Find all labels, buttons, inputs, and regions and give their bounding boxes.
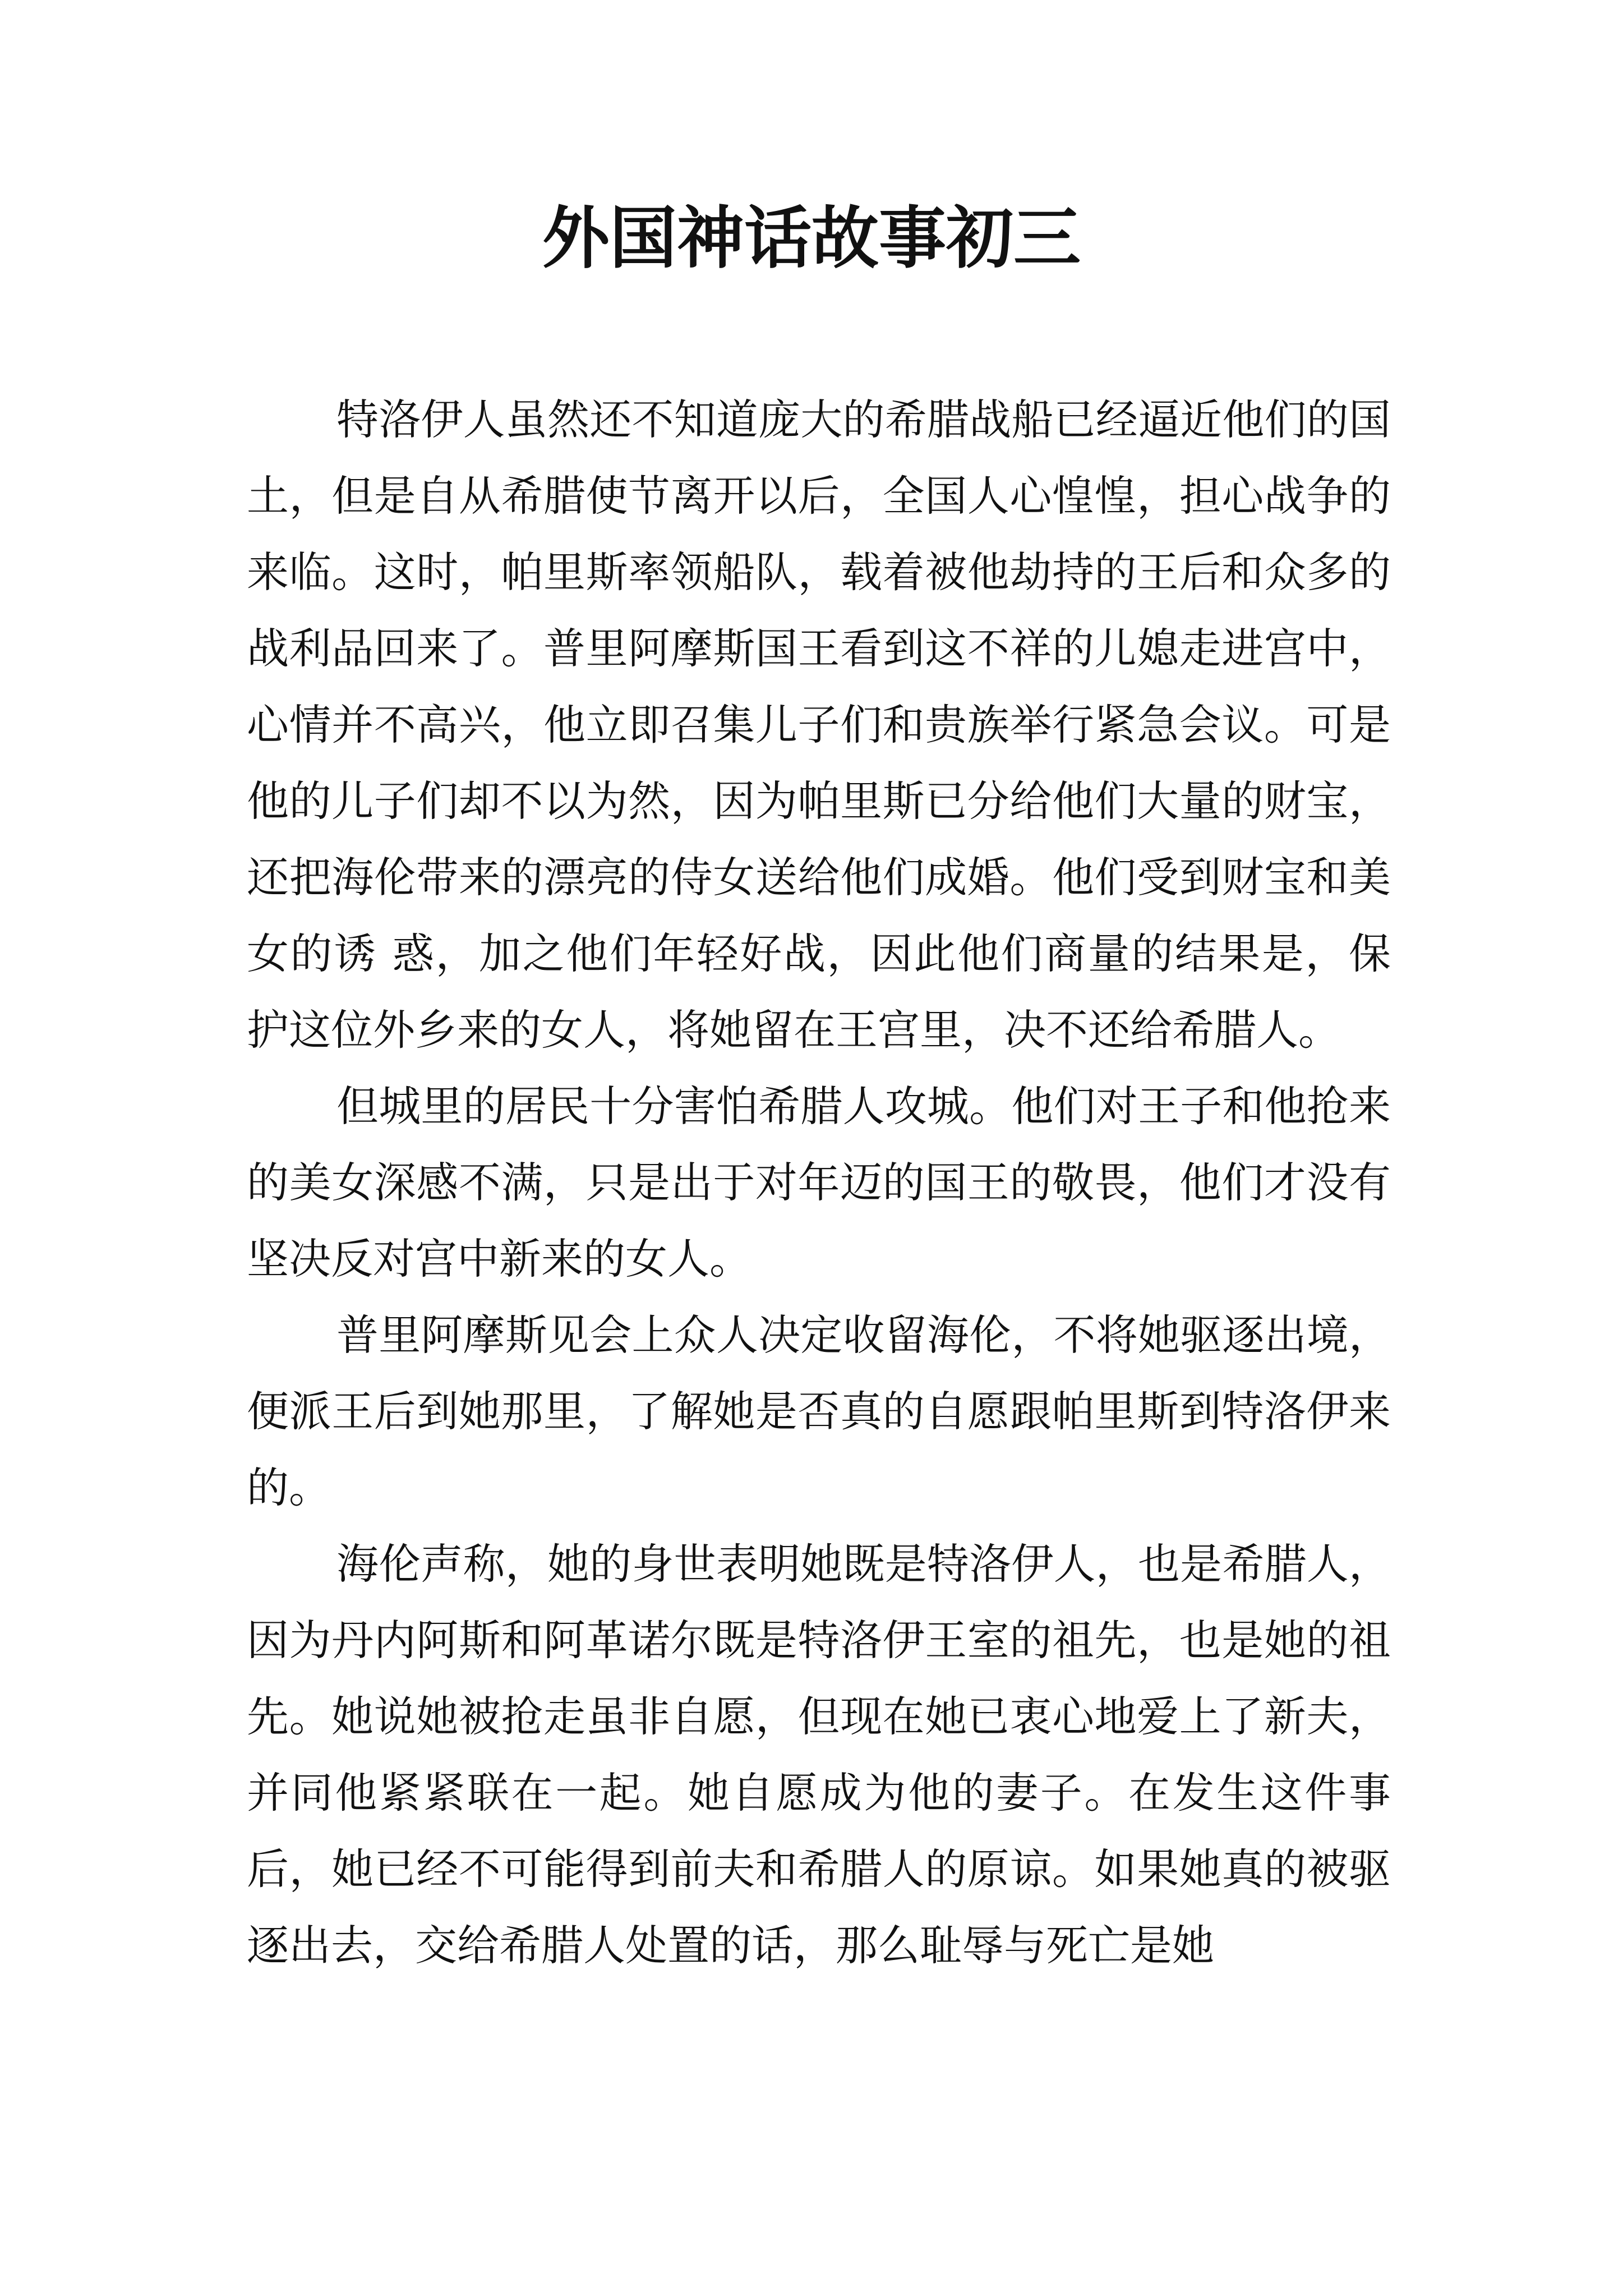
paragraph-2: 但城里的居民十分害怕希腊人攻城。他们对王子和他抢来的美女深感不满，只是出于对年迈的国王的敬畏，他们才没有坚决反对宫中新来的女人。 (247, 1082, 1391, 1283)
paragraph-3: 普里阿摩斯见会上众人决定收留海伦，不将她驱逐出境，便派王后到她那里，了解她是否真的自愿跟帕里斯到特洛伊来的。 (247, 1310, 1391, 1512)
document-title: 外国神话故事初三 (542, 199, 1081, 278)
paragraph-1: 特洛伊人虽然还不知道庞大的希腊战船已经逼近他们的国土，但是自从希腊使节离开以后，全国人心惶惶，担心战争的来临。这时，帕里斯率领船队，载着被他劫持的王后和众多的战利品回来了。普里阿摩斯国王看到这不祥的儿媳走进宫中，心情并不高兴，他立即召集儿子们和贵族举行紧急会议。可是他的儿子们却不以为然，因为帕里斯已分给他们大量的财宝，还把海伦带来的漂亮的侍女送给他们成婚。他们受到财宝和美女的诱 惑，加之他们年轻好战，因此他们商量的结果是，保护这位外乡来的女人，将她留在王宫里，决不还给希腊人。 (247, 395, 1391, 1055)
document-body (247, 381, 1391, 1984)
paragraph-4: 海伦声称，她的身世表明她既是特洛伊人，也是希腊人，因为丹内阿斯和阿革诺尔既是特洛伊王室的祖先，也是她的祖先。她说她被抢走虽非自愿，但现在她已衷心地爱上了新夫，并同他紧紧联在一起。她自愿成为他的妻子。在发生这件事后，她已经不可能得到前夫和希腊人的原谅。如果她真的被驱逐出去，交给希腊人处置的话，那么耻辱与死亡是她 (247, 1539, 1391, 1970)
